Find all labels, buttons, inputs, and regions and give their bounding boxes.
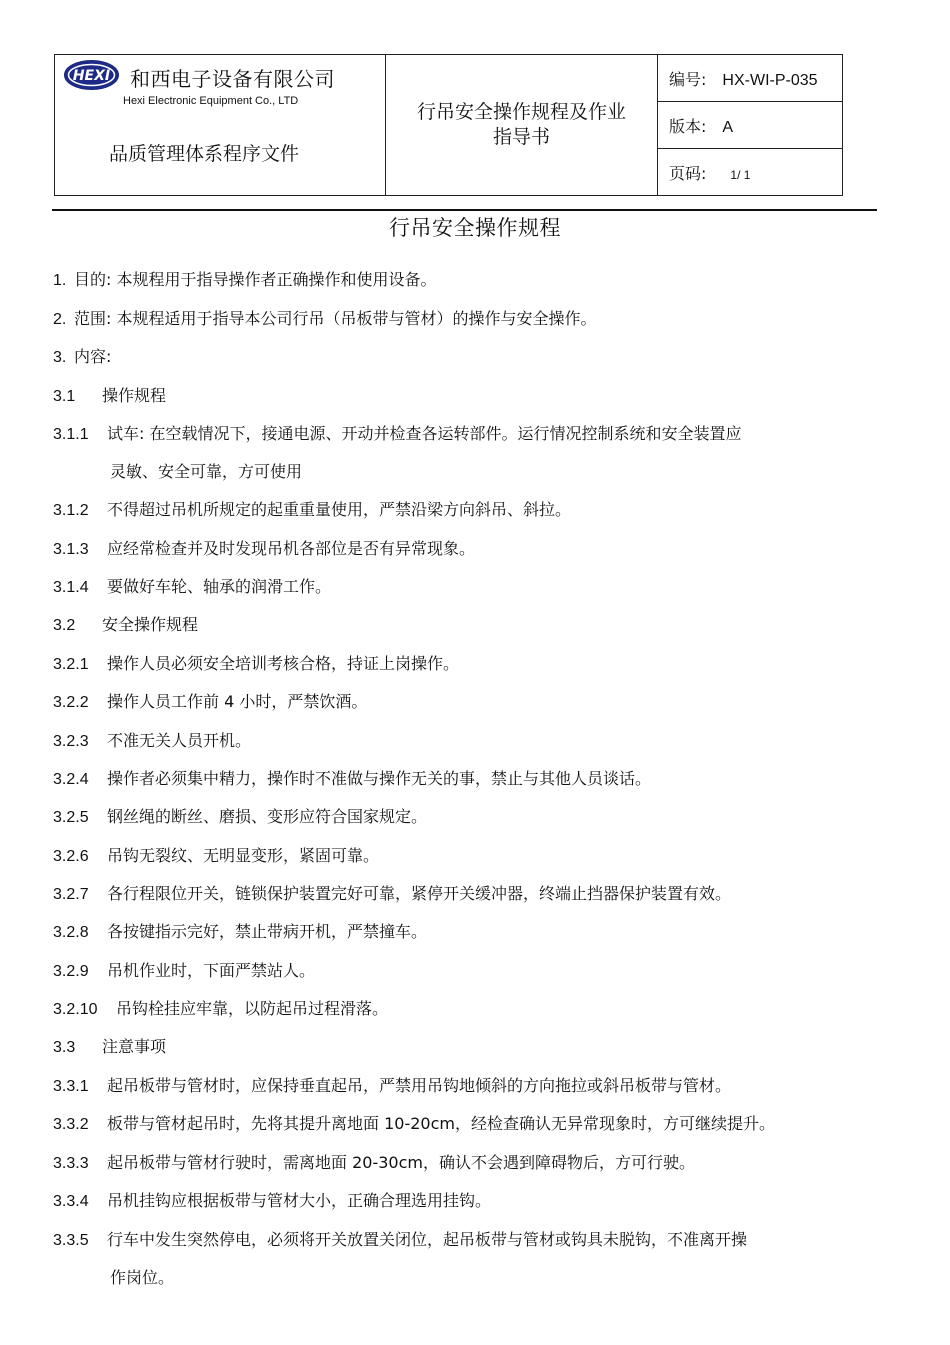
section-number: 3.2: [53, 617, 76, 634]
section-text: 不得超过吊机所规定的起重重量使用，严禁沿梁方向斜吊、斜拉。: [107, 500, 572, 519]
section-line: [53, 267, 436, 290]
section-number: 3.1.1: [53, 426, 89, 443]
section-text: 试车: 在空载情况下，接通电源、开动并检查各运转部件。运行情况控制系统和安全装置应: [107, 424, 742, 443]
section-line: [53, 919, 427, 942]
section-text: 行车中发生突然停电，必须将开关放置关闭位，起吊板带与管材或钩具未脱钩，不准离开操: [107, 1230, 748, 1249]
document-name-line1: 行吊安全操作规程及作业: [416, 101, 626, 123]
version-cell: [658, 102, 843, 149]
company-name-en: Hexi Electronic Equipment Co., LTD: [123, 95, 299, 107]
section-number: 3.1.3: [53, 541, 89, 558]
section-line: [53, 1073, 731, 1096]
section-line: [53, 421, 741, 444]
company-name-cn: 和西电子设备有限公司: [130, 67, 335, 91]
section-text: 操作规程: [102, 386, 167, 405]
section-number: 3.3.2: [53, 1116, 89, 1133]
section-number: 3.2.5: [53, 809, 89, 826]
section-line: [53, 996, 388, 1019]
version-value: A: [722, 118, 734, 136]
section-text: 吊机挂钩应根据板带与管材大小，正确合理选用挂钩。: [107, 1191, 492, 1210]
section-line: [53, 344, 111, 367]
section-number: 3.3.1: [53, 1078, 89, 1095]
document-title: 行吊安全操作规程: [389, 216, 561, 240]
doc-number-cell: [658, 55, 843, 102]
section-text: 操作人员必须安全培训考核合格，持证上岗操作。: [107, 654, 460, 673]
section-number: 3.1: [53, 388, 76, 405]
doc-number-label: 编号:: [669, 69, 707, 89]
section-number: 3.2.8: [53, 924, 89, 941]
section-number: 3.2.3: [53, 733, 89, 750]
page-value: 1/ 1: [730, 167, 751, 182]
section-text: 操作者必须集中精力，操作时不准做与操作无关的事，禁止与其他人员谈话。: [107, 769, 652, 788]
section-line: [53, 383, 166, 406]
company-logo: [63, 59, 120, 91]
company-cell: [55, 55, 386, 196]
section-text: 吊机作业时，下面严禁站人。: [107, 961, 316, 980]
section-line: [53, 536, 475, 559]
section-line: [53, 306, 596, 329]
header-divider: [52, 209, 877, 211]
document-name-line2: 指导书: [492, 126, 550, 148]
section-text: 目的: 本规程用于指导操作者正确操作和使用设备。: [74, 270, 437, 289]
section-line: [53, 958, 315, 981]
section-text: 各按键指示完好，禁止带病开机，严禁撞车。: [107, 922, 428, 941]
section-text: 钢丝绳的断丝、磨损、变形应符合国家规定。: [107, 807, 428, 826]
section-line: [53, 804, 427, 827]
doc-number-value: HX-WI-P-035: [722, 71, 818, 89]
section-text: 各行程限位开关，链锁保护装置完好可靠，紧停开关缓冲器，终端止挡器保护装置有效。: [107, 884, 732, 903]
section-line: [53, 651, 459, 674]
section-text: 吊钩栓挂应牢靠，以防起吊过程滑落。: [116, 999, 389, 1018]
section-text: 注意事项: [102, 1037, 167, 1056]
version-label: 版本:: [669, 116, 707, 136]
section-line: [53, 612, 198, 635]
section-text: 要做好车轮、轴承的润滑工作。: [107, 577, 332, 596]
page-label: 页码:: [669, 163, 707, 183]
section-text: 操作人员工作前 4 小时，严禁饮酒。: [107, 692, 368, 711]
section-number: 3.2.10: [53, 1001, 98, 1018]
section-number: 3.3.4: [53, 1193, 89, 1210]
section-text: 安全操作规程: [102, 615, 199, 634]
section-text: 范围: 本规程适用于指导本公司行吊（吊板带与管材）的操作与安全操作。: [74, 309, 597, 328]
section-number: 3.3.5: [53, 1232, 89, 1249]
section-number: 3.2.4: [53, 771, 89, 788]
section-line: [53, 1034, 166, 1057]
section-number: 3.3.3: [53, 1155, 89, 1172]
section-line: [53, 1227, 747, 1250]
document-header-table: [54, 54, 843, 196]
system-document-label: 品质管理体系程序文件: [109, 143, 300, 165]
section-line: [53, 497, 571, 520]
page-cell: [658, 149, 843, 196]
section-text: 起吊板带与管材时，应保持垂直起吊，严禁用吊钩地倾斜的方向拖拉或斜吊板带与管材。: [107, 1076, 732, 1095]
section-number: 3.2.9: [53, 963, 89, 980]
document-name-cell: [386, 55, 658, 196]
section-number: 1.: [53, 272, 67, 289]
section-number: 3.2.7: [53, 886, 89, 903]
section-text: 应经常检查并及时发现吊机各部位是否有异常现象。: [107, 539, 476, 558]
section-text: 板带与管材起吊时，先将其提升离地面 10-20cm，经检查确认无异常现象时，方可继续提升。: [107, 1114, 775, 1133]
section-number: 3.1.4: [53, 579, 89, 596]
section-text: 内容:: [74, 347, 112, 366]
section-number: 3.1.2: [53, 502, 89, 519]
section-line-continued: [110, 1265, 174, 1288]
section-line: [53, 766, 651, 789]
section-text: 不准无关人员开机。: [107, 731, 252, 750]
section-line: [53, 689, 367, 712]
section-line: [53, 1150, 695, 1173]
section-number: 3.2.6: [53, 848, 89, 865]
section-number: 3.2.1: [53, 656, 89, 673]
section-text: 起吊板带与管材行驶时，需离地面 20-30cm，确认不会遇到障碍物后，方可行驶。: [107, 1153, 695, 1172]
section-line: [53, 1111, 775, 1134]
section-line: [53, 574, 331, 597]
section-text: 吊钩无裂纹、无明显变形，紧固可靠。: [107, 846, 380, 865]
logo-text: HEXI: [72, 68, 111, 84]
section-number: 3.: [53, 349, 67, 366]
section-line: [53, 881, 731, 904]
section-number: 3.2.2: [53, 694, 89, 711]
section-line: [53, 843, 379, 866]
section-line: [53, 728, 251, 751]
section-text: 作岗位。: [110, 1268, 175, 1287]
section-number: 2.: [53, 311, 67, 328]
section-number: 3.3: [53, 1039, 76, 1056]
section-line-continued: [110, 459, 302, 482]
section-line: [53, 1188, 491, 1211]
section-text: 灵敏、安全可靠，方可使用: [110, 462, 303, 481]
